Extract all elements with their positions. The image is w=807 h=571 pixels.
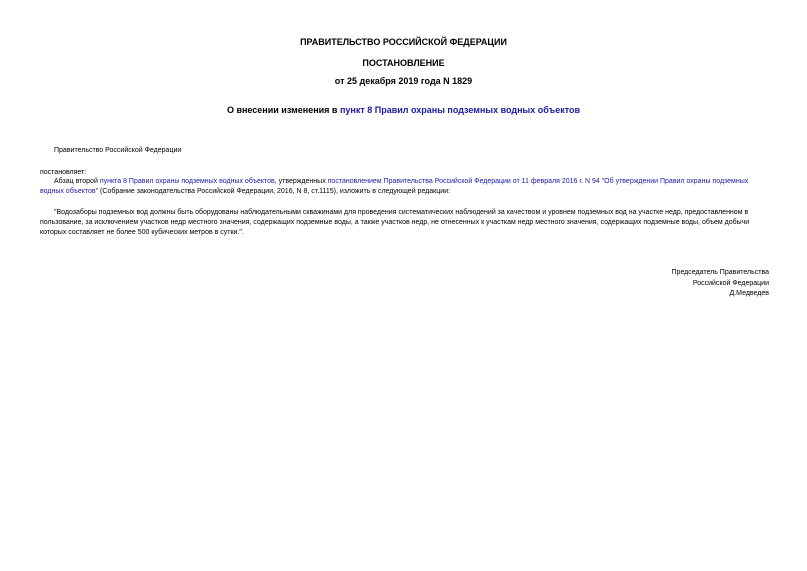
subject-heading [0, 105, 807, 116]
abzac-text-3: (Собрание законодательства Российской Федерации, 2016, N 8, ст.1115), изложить в следующей редакции: [98, 188, 450, 195]
subject-prefix: О внесении изменения в [226, 105, 340, 115]
date-number-heading: от 25 декабря 2019 года N 1829 [334, 76, 473, 86]
doc-type-heading: ПОСТАНОВЛЕНИЕ [362, 58, 445, 68]
link-point-8-rules[interactable]: пункта 8 Правил охраны подземных водных объектов [99, 178, 275, 185]
signature-title: Председатель Правительства [671, 269, 769, 276]
quote-paragraph: "Водозаборы подземных вод должны быть оборудованы наблюдательными скважинами для проведения систематических наблюдений за качеством и уровнем подземных вод на участке недр, предоставленном в пользование, за исключением участков недр местного значения, содержащих подземные воды, а также участков недр, не отнесенных к участкам недр местного значения, содержащих подземные воды, объем добычи которых составляет не более 500 кубических метров в сутки.". [40, 209, 750, 236]
signature-block [672, 268, 769, 300]
abzac-text-1: Абзац второй [54, 178, 100, 185]
abzac-paragraph [40, 177, 769, 197]
subject-link-point-8[interactable]: пункт 8 Правил охраны подземных водных объектов [339, 105, 581, 115]
abzac-text-2: , утвержденных [274, 178, 328, 185]
link-resolution-94[interactable]: постановлением Правительства Российской Федерации от 11 февраля 2016 г. N 94 "Об утверждении Правил охраны подземных водных объектов" [40, 178, 749, 195]
signature-country: Российской Федерации [692, 279, 769, 287]
decided-line: постановляет: [40, 169, 87, 176]
government-heading: ПРАВИТЕЛЬСТВО РОССИЙСКОЙ ФЕДЕРАЦИИ [300, 37, 507, 47]
signature-name: Д.Медведев [729, 290, 769, 297]
government-line: Правительство Российской Федерации [54, 147, 182, 154]
